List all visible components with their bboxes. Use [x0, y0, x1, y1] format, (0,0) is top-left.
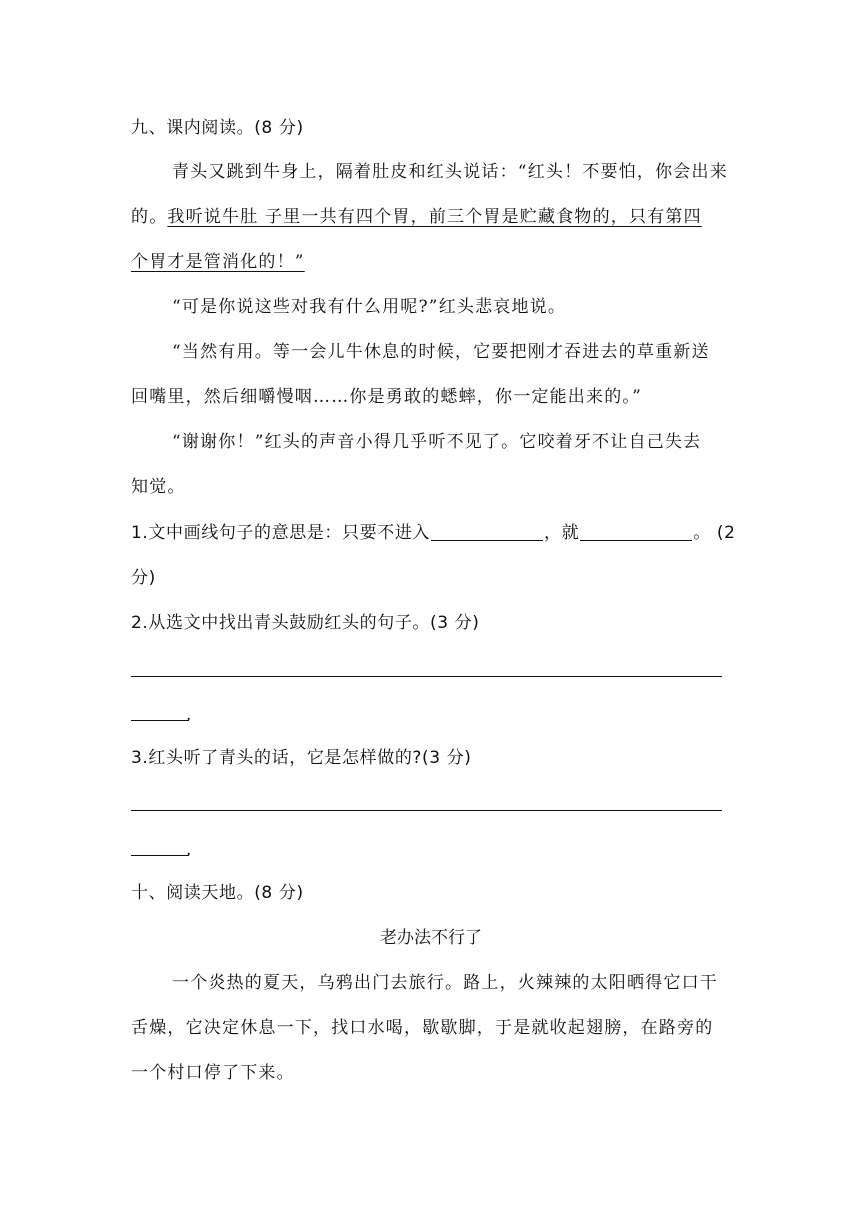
answer-line-short[interactable] — [131, 720, 189, 721]
underlined-sentence: 我听说牛肚 子里一共有四个胃，前三个胃是贮藏食物的，只有第四 — [167, 207, 702, 227]
answer-end-mark: . — [186, 840, 192, 860]
section-9-heading: 九、课内阅读。(8 分) — [131, 118, 304, 138]
question-text: 1.文中画线句子的意思是：只要不进入 — [131, 523, 431, 543]
passage-line: 知觉。 — [131, 477, 186, 497]
question-text: ，就 — [544, 523, 580, 543]
question-text: 。 (2 — [693, 523, 736, 543]
story-line: 一个炎热的夏天，乌鸦出门去旅行。路上，火辣辣的太阳晒得它口干 — [172, 973, 718, 993]
passage-line: 回嘴里，然后细嚼慢咽……你是勇敢的蟋蟀，你一定能出来的。” — [131, 387, 642, 407]
story-line: 一个村口停了下来。 — [131, 1063, 295, 1083]
question-1-score: 分) — [131, 568, 156, 588]
passage-line: “可是你说这些对我有什么用呢?”红头悲哀地说。 — [172, 297, 567, 317]
answer-line[interactable] — [131, 810, 722, 811]
answer-line[interactable] — [131, 676, 722, 677]
passage-line: 青头又跳到牛身上，隔着肚皮和红头说话：“红头！不要怕，你会出来 — [172, 162, 728, 182]
question-3: 3.红头听了青头的话，它是怎样做的?(3 分) — [131, 748, 472, 768]
passage-line — [131, 250, 731, 274]
passage-line: “谢谢你！”红头的声音小得几乎听不见了。它咬着牙不让自己失去 — [172, 432, 702, 452]
section-10-heading: 十、阅读天地。(8 分) — [131, 883, 304, 903]
answer-blank[interactable] — [431, 522, 543, 541]
passage-text: 的。 — [131, 207, 168, 227]
passage-line — [131, 205, 731, 229]
story-line: 舌燥，它决定休息一下，找口水喝，歇歇脚，于是就收起翅膀，在路旁的 — [131, 1018, 714, 1038]
question-1 — [131, 521, 736, 545]
underlined-sentence: 个胃才是管消化的！” — [131, 252, 305, 272]
answer-end-mark: . — [186, 705, 192, 725]
answer-blank[interactable] — [580, 522, 692, 541]
question-2: 2.从选文中找出青头鼓励红头的句子。(3 分) — [131, 613, 480, 633]
passage-line: “当然有用。等一会儿牛休息的时候，它要把刚才吞进去的草重新送 — [172, 342, 710, 362]
story-title: 老办法不行了 — [380, 928, 482, 948]
answer-line-short[interactable] — [131, 855, 189, 856]
